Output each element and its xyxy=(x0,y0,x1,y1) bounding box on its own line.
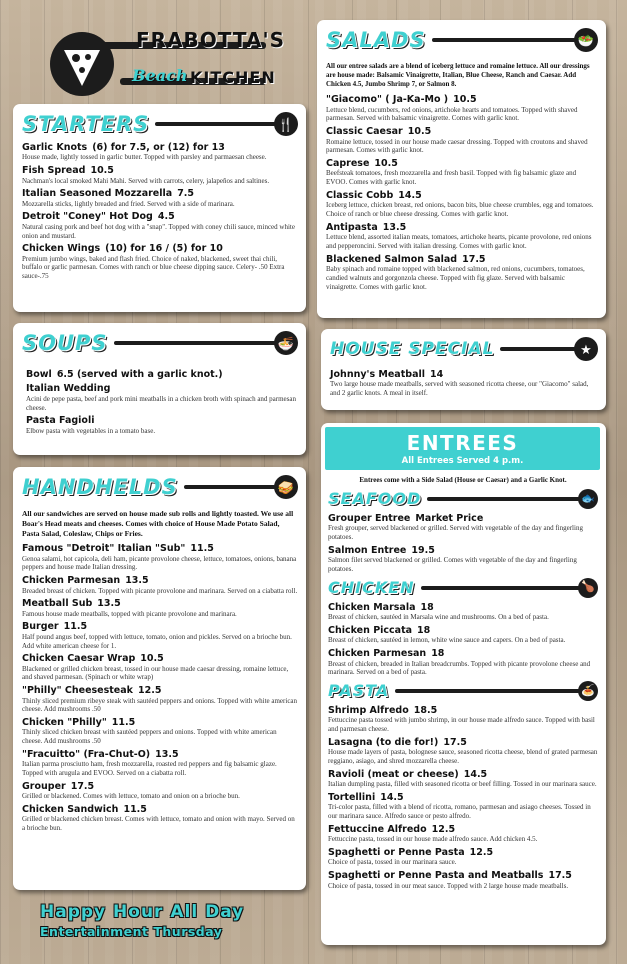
item-desc: House made layers of pasta, bolognese sauce, seasoned ricotta cheese, blend of grated parmesan reggiano, asiago, and shred mozzarella cheese. xyxy=(328,748,598,766)
item-price: 10.5 xyxy=(374,158,398,170)
menu-item xyxy=(328,870,598,890)
item-name: Fettuccine Alfredo xyxy=(328,823,427,835)
item-name: Chicken "Philly" xyxy=(22,717,107,729)
starters-header xyxy=(22,112,298,136)
item-desc: Nachman's local smoked Mahi Mahi. Served with carrots, celery, jalapeños and saltines. xyxy=(22,176,270,185)
divider xyxy=(421,586,580,590)
item-desc: Tri-color pasta, filled with a blend of ricotta, romano, parmesan and asiago cheeses. Tossed in our marinara sauce. Alfredo sauce or pesto alfredo. xyxy=(328,803,591,821)
item-name: Ravioli (meat or cheese) xyxy=(328,768,459,780)
item-price: 14.5 xyxy=(398,189,422,201)
item-name: Lasagna (to die for!) xyxy=(328,736,439,748)
item-name: Classic Cobb xyxy=(326,189,394,201)
item-price: 11.5 xyxy=(190,543,214,555)
menu-item xyxy=(328,769,598,789)
item-price: 12.5 xyxy=(431,823,456,835)
item-price: 10.5 xyxy=(90,165,114,177)
item-desc: Elbow pasta with vegetables in a tomato base. xyxy=(26,426,156,435)
item-price: 10.5 xyxy=(453,94,477,106)
entrees-title: ENTREES xyxy=(406,431,519,455)
menu-item xyxy=(328,847,598,867)
fish-icon: 🐟 xyxy=(578,489,598,509)
salads-intro: All our entree salads are a blend of iceberg lettuce and romaine lettuce. All our dressings are house made: Balsamic Vinaigrette, Italian, Blue Cheese, Ranch and Caesar. Add Chicken 4.5, Jumbo Shrimp 7, or Salmon 8. xyxy=(326,62,590,89)
item-name: Italian Seasoned Mozzarella xyxy=(22,188,173,200)
house-special-header xyxy=(330,337,598,361)
chicken-icon: 🍗 xyxy=(578,578,598,598)
item-name: Classic Caesar xyxy=(326,126,403,138)
menu-item xyxy=(22,598,298,618)
item-desc: Premium jumbo wings, baked and flash fried. Choice of naked, blackened, sweet thai chili, buffalo or garlic parmesan. Comes with ranch or blue cheese dipping sauce. Celery- .50 Extra sauce-.75 xyxy=(22,254,285,281)
item-name: Burger xyxy=(22,621,59,633)
item-price: 18 xyxy=(417,625,431,637)
item-name: Bowl xyxy=(26,369,52,380)
item-name: Grouper Entree xyxy=(328,513,411,525)
seafood-title: SEAFOOD xyxy=(328,489,422,509)
menu-item xyxy=(22,142,298,162)
item-name: Salmon Entree xyxy=(328,544,407,556)
menu-item xyxy=(26,369,298,380)
item-price: 11.5 xyxy=(111,717,136,729)
divider xyxy=(114,341,276,345)
item-price: 7.5 xyxy=(177,188,195,200)
salad-bowl-icon: 🥗 xyxy=(574,28,598,52)
menu-item xyxy=(26,383,298,412)
item-price: 10.5 xyxy=(140,653,164,665)
chicken-list xyxy=(328,602,598,677)
item-name: Tortellini xyxy=(328,791,376,803)
starters-list xyxy=(22,142,298,281)
divider xyxy=(184,485,276,489)
handhelds-title: HANDHELDS xyxy=(22,474,178,499)
house-special-title: HOUSE SPECIAL xyxy=(330,338,495,359)
divider xyxy=(155,122,276,126)
item-name: Caprese xyxy=(326,158,370,170)
item-price: 6.5 (served with a garlic knot.) xyxy=(56,369,223,380)
divider xyxy=(500,347,576,351)
salads-panel xyxy=(317,20,606,318)
menu-item xyxy=(22,211,298,240)
menu-item xyxy=(328,513,598,542)
menu-item xyxy=(326,94,598,123)
item-price: 11.5 xyxy=(123,804,147,816)
divider xyxy=(432,38,576,42)
menu-item xyxy=(22,575,298,595)
soups-panel xyxy=(13,323,306,455)
item-price: 13.5 xyxy=(155,748,179,760)
item-desc: Lettuce blend, cucumbers, red onions, artichoke hearts and tomatoes. Topped with shaved parmesan. Served with balsamic vinaigrette. Comes with garlic knot. xyxy=(326,105,578,123)
menu-item xyxy=(22,653,298,682)
item-price: 17.5 xyxy=(462,253,486,265)
item-desc: Baby spinach and romaine topped with blackened salmon, red onions, cucumbers, tomatoes, candied walnuts and gorgonzola cheese. Topped with fig glaze. Served with balsamic vinaigrette. Comes with garlic knot. xyxy=(326,265,585,291)
item-desc: Breaded breast of chicken. Topped with picante provolone and marinara. Served on a ciabatta roll. xyxy=(22,586,298,595)
menu-item xyxy=(328,625,598,645)
item-price: 18 xyxy=(431,648,445,660)
item-desc: Fettuccine pasta, tossed in our house made alfredo sauce. Add chicken 4.5. xyxy=(328,835,538,844)
item-desc: Choice of pasta, tossed in our marinara sauce. xyxy=(328,858,457,867)
item-name: Chicken Piccata xyxy=(328,625,413,637)
item-desc: Thinly sliced chicken breast with sautéed peppers and onions. Topped with white american cheese. Add mushrooms .50 xyxy=(22,728,277,746)
item-desc: Genoa salami, hot capicola, deli ham, picante provolone cheese, lettuce, tomatoes, onions, banana peppers and house made Italian dressing. xyxy=(22,554,297,572)
logo-script: Beach xyxy=(132,66,188,85)
promo xyxy=(40,902,300,939)
item-price: 14.5 xyxy=(380,791,404,803)
item-name: Shrimp Alfredo xyxy=(328,705,409,717)
menu-item xyxy=(328,792,598,821)
handhelds-panel xyxy=(13,467,306,890)
menu-item xyxy=(328,545,598,574)
logo-suffix: KITCHEN xyxy=(190,68,276,87)
item-price: 12.5 xyxy=(469,847,494,858)
item-name: Detroit "Coney" Hot Dog xyxy=(22,211,153,223)
pasta-header xyxy=(328,681,598,701)
item-name: Spaghetti or Penne Pasta and Meatballs xyxy=(328,870,544,882)
item-desc: Thinly sliced premium ribeye steak with sautéed peppers and onions. Topped with white american cheese. Add mushrooms .50 xyxy=(22,696,298,714)
item-name: Famous "Detroit" Italian "Sub" xyxy=(22,543,186,555)
item-name: Spaghetti or Penne Pasta xyxy=(328,847,465,858)
item-desc: Breast of chicken, breaded in Italian breadcrumbs. Topped with picante provolone cheese and marinara. Served on a bed of pasta. xyxy=(328,659,591,677)
menu-item xyxy=(22,188,298,208)
item-name: Grouper xyxy=(22,780,66,792)
item-price: 17.5 xyxy=(70,780,95,792)
item-price: 14 xyxy=(430,369,444,380)
item-desc: Salmon filet served blackened or grilled. Comes with vegetable of the day and fingerling potatoes. xyxy=(328,556,577,574)
divider xyxy=(427,497,580,501)
starters-title: STARTERS xyxy=(22,111,150,136)
entrees-banner xyxy=(325,427,600,470)
item-desc: Fettuccine pasta tossed with jumbo shrimp, in our house made alfredo sauce. Topped with basil and parmesan cheese. xyxy=(328,716,595,734)
item-price: 13.5 xyxy=(125,575,149,587)
item-price: Market Price xyxy=(415,513,484,525)
item-desc: Italian dumpling pasta, filled with seasoned ricotta or beef filling. Tossed in our marinara sauce. xyxy=(328,780,597,789)
item-desc: House made, lightly tossed in garlic butter. Topped with parsley and parmaesan cheese. xyxy=(22,153,267,162)
menu-item xyxy=(326,254,598,292)
item-price: 12.5 xyxy=(137,685,162,697)
salads-header xyxy=(326,28,598,52)
soup-bowl-icon: 🍜 xyxy=(274,331,298,355)
logo xyxy=(40,28,285,100)
item-desc: Breast of chicken, sautéed in Marsala wine and mushrooms. On a bed of pasta. xyxy=(328,613,549,622)
item-desc: Mozzarella sticks, lightly breaded and fried. Served with a side of marinara. xyxy=(22,199,235,208)
item-desc: Fresh grouper, served blackened or grilled. Served with vegetable of the day and fingerling potatoes. xyxy=(328,524,583,542)
item-desc: Two large house made meatballs, served with seasoned ricotta cheese, our "Giacomo" salad, and 2 garlic knots. A meal in itself. xyxy=(330,380,589,398)
item-desc: Romaine lettuce, tossed in our house made caesar dressing. Topped with croutons and shaved parmesan. Comes with garlic knot. xyxy=(326,137,588,155)
item-desc: Beefsteak tomatoes, fresh mozzarella and fresh basil. Topped with fig balsamic glaze and EVOO. Comes with garlic knot. xyxy=(326,169,577,187)
menu-item xyxy=(22,717,298,746)
menu-item xyxy=(326,126,598,155)
menu-item xyxy=(328,824,598,844)
soups-list xyxy=(22,369,298,435)
item-desc: Blackened or grilled chicken breast, tossed in our house made caesar dressing, romaine lettuce, and shaved parmesan. (Spinach or white wrap) xyxy=(22,664,289,682)
item-desc: Natural casing pork and beef hot dog with a "snap". Topped with coney chili sauce, minced white onion and mustard. xyxy=(22,222,295,240)
pasta-icon: 🍝 xyxy=(578,681,598,701)
soups-title: SOUPS xyxy=(22,330,108,355)
item-desc: Choice of pasta, tossed in our meat sauce. Topped with 2 large house made meatballs. xyxy=(328,881,569,890)
menu-item xyxy=(328,648,598,677)
item-name: Garlic Knots xyxy=(22,142,88,153)
menu-item xyxy=(22,543,298,572)
item-name: Chicken Parmesan xyxy=(22,575,121,587)
entrees-intro: Entrees come with a Side Salad (House or Caesar) and a Garlic Knot. xyxy=(359,476,567,484)
item-name: Chicken Parmesan xyxy=(328,648,427,660)
item-name: Fish Spread xyxy=(22,165,86,177)
menu-item xyxy=(22,749,298,778)
handhelds-list xyxy=(22,543,298,833)
pasta-list xyxy=(328,705,598,890)
promo-happy-hour: Happy Hour All Day xyxy=(40,902,245,922)
logo-name: FRABOTTA'S xyxy=(136,28,285,52)
chicken-header xyxy=(328,578,598,598)
item-desc: Italian parma prosciutto ham, fresh mozzarella, roasted red peppers and fig balsamic glaze. Topped with arugula and EVOO. Served on a ciabatta roll. xyxy=(22,760,277,778)
item-name: Meatball Sub xyxy=(22,598,93,610)
menu-item xyxy=(328,602,598,622)
starters-panel xyxy=(13,104,306,312)
item-name: Chicken Caesar Wrap xyxy=(22,653,136,665)
item-name: Pasta Fagioli xyxy=(26,415,95,427)
promo-entertainment: Entertainment Thursday xyxy=(40,924,223,939)
item-desc: Breast of chicken, sautéed in lemon, white wine sauce and capers. On a bed of pasta. xyxy=(328,636,566,645)
entrees-subtitle: All Entrees Served 4 p.m. xyxy=(401,456,524,466)
handhelds-intro: All our sandwiches are served on house made sub rolls and lightly toasted. We use all Boar's Head meats and cheeses. Comes with choice of House Made Potato Salad, Pasta Salad, Coleslaw, Chips or Fries. xyxy=(22,509,294,538)
item-desc: Half pound angus beef, topped with lettuce, tomato, onion and pickles. Served on a brioche bun. Add white american cheese for 1. xyxy=(22,632,292,650)
seafood-list xyxy=(328,513,598,574)
item-price: 18.5 xyxy=(413,705,438,717)
menu-item xyxy=(326,222,598,251)
item-price: 17.5 xyxy=(443,736,467,748)
menu-item xyxy=(26,415,298,435)
item-desc: Acini de pepe pasta, beef and pork mini meatballs in a chicken broth with spinach and parmesan cheese. xyxy=(26,394,296,412)
item-name: Chicken Sandwich xyxy=(22,804,119,816)
menu-item xyxy=(328,737,598,766)
item-price: 13.5 xyxy=(382,221,407,233)
salads-list xyxy=(326,94,598,291)
menu-item xyxy=(326,158,598,187)
item-price: 19.5 xyxy=(411,544,435,556)
soups-header xyxy=(22,331,298,355)
item-desc: Iceberg lettuce, chicken breast, red onions, bacon bits, blue cheese crumbles, egg and tomatoes. Choice of ranch or blue cheese dressing. Comes with garlic knot. xyxy=(326,201,594,219)
item-price: (6) for 7.5, or (12) for 13 xyxy=(92,142,225,153)
item-name: Italian Wedding xyxy=(26,383,111,395)
item-name: Johnny's Meatball xyxy=(330,369,425,380)
item-name: "Giacomo" ( Ja-Ka-Mo ) xyxy=(326,94,449,106)
menu-item xyxy=(22,685,298,714)
item-price: 17.5 xyxy=(548,870,572,882)
divider xyxy=(395,689,580,693)
chicken-title: CHICKEN xyxy=(328,577,415,597)
item-price: 13.5 xyxy=(97,598,121,610)
item-desc: Grilled or blackened chicken breast. Comes with lettuce, tomato and onion with mayo. Served on a brioche bun. xyxy=(22,815,295,833)
item-name: "Fracuitto" (Fra-Chut-O) xyxy=(22,748,151,760)
entrees-panel xyxy=(321,423,606,945)
item-name: Blackened Salmon Salad xyxy=(326,253,458,265)
item-price: 18 xyxy=(420,601,434,613)
item-desc: Grilled or blackened. Comes with lettuce, tomato and onion on a brioche bun. xyxy=(22,792,240,801)
item-name: Antipasta xyxy=(326,221,378,233)
menu-item xyxy=(326,190,598,219)
item-price: 10.5 xyxy=(407,126,432,138)
menu-item xyxy=(22,165,298,185)
utensils-icon: 🍴 xyxy=(274,112,298,136)
item-desc: Famous house made meatballs, topped with picante provolone and marinara. xyxy=(22,609,237,618)
house-special-item xyxy=(330,369,598,398)
handhelds-header xyxy=(22,475,298,499)
pasta-title: PASTA xyxy=(328,681,390,701)
seafood-header xyxy=(328,489,598,509)
menu-item xyxy=(22,781,298,801)
menu-item xyxy=(22,804,298,833)
star-icon: ★ xyxy=(574,337,598,361)
house-special-panel xyxy=(321,329,606,410)
salads-title: SALADS xyxy=(326,27,426,52)
item-desc: Lettuce blend, assorted italian meats, tomatoes, artichoke hearts, picante provolone, red onions and pepperoncini. Served with italian dressing. Comes with garlic knot. xyxy=(326,233,592,250)
item-name: "Philly" Cheesesteak xyxy=(22,685,133,697)
item-price: 14.5 xyxy=(463,768,488,780)
menu-item xyxy=(22,243,298,281)
menu-item xyxy=(328,705,598,734)
menu-item xyxy=(22,621,298,650)
item-name: Chicken Wings xyxy=(22,243,101,255)
item-price: 11.5 xyxy=(63,621,88,633)
item-name: Chicken Marsala xyxy=(328,601,416,613)
item-price: 4.5 xyxy=(157,211,175,223)
item-price: (10) for 16 / (5) for 10 xyxy=(105,243,223,255)
sandwich-icon: 🥪 xyxy=(274,475,298,499)
